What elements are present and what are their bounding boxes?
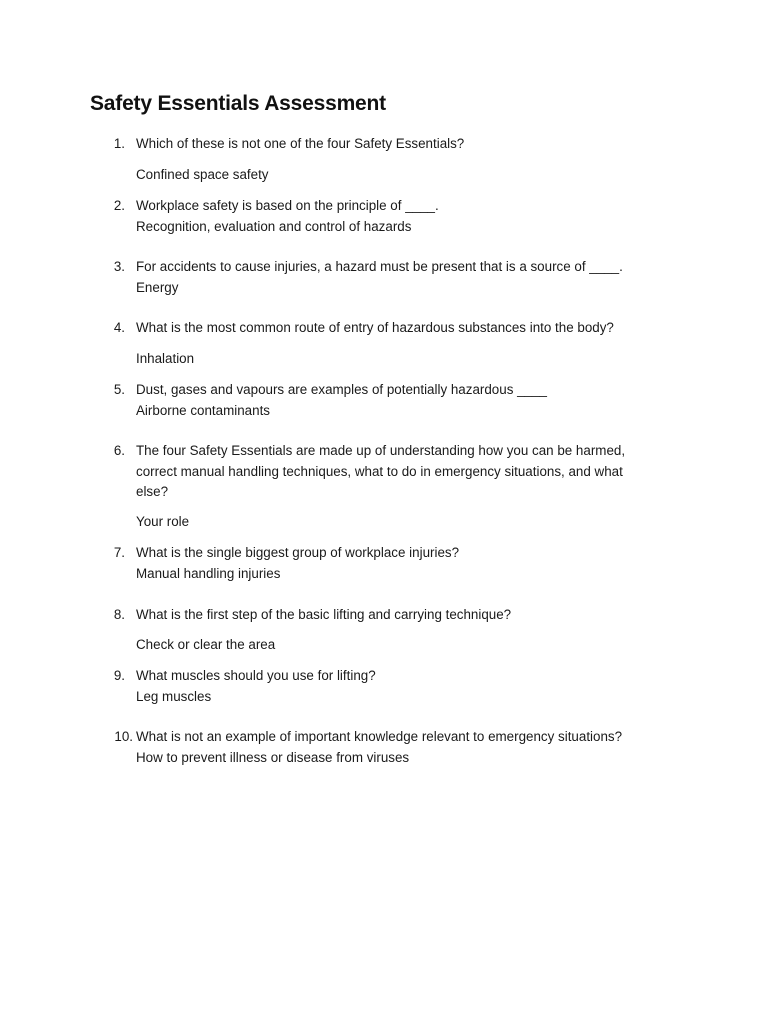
question-number: 3. [113, 259, 125, 274]
answer-text: How to prevent illness or disease from viruses [136, 750, 410, 765]
answer-text: Leg muscles [136, 689, 212, 704]
question-number: 10. [114, 729, 133, 744]
question-text: Which of these is not one of the four Safety Essentials? [136, 136, 465, 151]
question-text: For accidents to cause injuries, a hazard must be present that is a source of ____. [136, 259, 623, 274]
answer-text: Manual handling injuries [136, 566, 281, 581]
question-number: 8. [113, 607, 125, 622]
answer-text: Your role [136, 514, 190, 529]
question-text: What is the first step of the basic lifting and carrying technique? [136, 607, 512, 622]
question-text: What is the single biggest group of workplace injuries? [136, 545, 460, 560]
answer-text: Confined space safety [136, 167, 269, 182]
answer-text: Inhalation [136, 351, 195, 366]
question-text: else? [136, 484, 169, 499]
question-number: 4. [113, 320, 125, 335]
answer-text: Energy [136, 280, 179, 295]
question-text: correct manual handling techniques, what to do in emergency situations, and what [136, 464, 623, 479]
question-number: 9. [113, 668, 125, 683]
page-title: Safety Essentials Assessment [90, 92, 386, 115]
question-number: 1. [113, 136, 125, 151]
question-text: What is not an example of important knowledge relevant to emergency situations? [136, 729, 623, 744]
question-number: 7. [113, 545, 125, 560]
question-number: 2. [113, 198, 125, 213]
question-number: 5. [113, 382, 125, 397]
question-text: Dust, gases and vapours are examples of potentially hazardous ____ [136, 382, 547, 397]
answer-text: Check or clear the area [136, 637, 276, 652]
question-text: What is the most common route of entry of hazardous substances into the body? [136, 320, 614, 335]
question-text: Workplace safety is based on the principle of ____. [136, 198, 439, 213]
question-text: What muscles should you use for lifting? [136, 668, 376, 683]
answer-text: Airborne contaminants [136, 403, 270, 418]
answer-text: Recognition, evaluation and control of hazards [136, 219, 412, 234]
question-number: 6. [113, 443, 125, 458]
question-text: The four Safety Essentials are made up of understanding how you can be harmed, [136, 443, 626, 458]
